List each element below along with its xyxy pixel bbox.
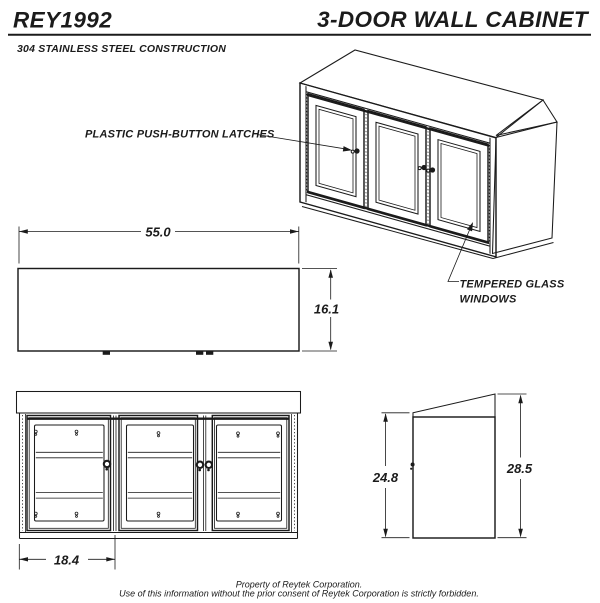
glass-window	[127, 425, 194, 521]
arrowhead-icon	[290, 229, 299, 233]
screw-icon	[75, 430, 78, 435]
top-view-outline	[18, 269, 299, 352]
iso-side-face	[493, 122, 558, 254]
latch-knob-icon	[427, 167, 435, 172]
door-1	[27, 416, 111, 531]
dim-front-height	[372, 413, 410, 538]
shelf-lines	[36, 452, 103, 498]
iso-hinge-hatch	[307, 94, 489, 244]
arrowhead-icon	[106, 557, 115, 561]
front-view	[17, 392, 301, 539]
dim-width-value: 55.0	[145, 224, 171, 240]
door-2	[119, 416, 198, 531]
latches-label: PLASTIC PUSH-BUTTON LATCHES	[85, 128, 275, 141]
iso-glass-window-1	[316, 105, 356, 196]
dim-door-width-value: 18.4	[53, 552, 80, 568]
dim-depth-value: 16.1	[313, 301, 340, 317]
construction-note: 304 STAINLESS STEEL CONSTRUCTION	[17, 43, 227, 55]
leader-line	[257, 135, 350, 150]
callout-latches	[85, 129, 352, 152]
iso-bottom-lip	[302, 207, 554, 259]
latch-knob-icon	[351, 148, 359, 153]
screw-icon	[277, 432, 280, 437]
iso-glass-window-2	[376, 122, 418, 214]
arrowhead-icon	[467, 222, 473, 231]
arrowhead-icon	[328, 269, 333, 278]
dim-back-height-value: 28.5	[506, 461, 533, 476]
mounting-tab	[103, 351, 110, 355]
footer-line1: Property of Reytek Corporation.	[235, 579, 363, 590]
arrowhead-icon	[343, 146, 352, 151]
screw-icon	[237, 512, 240, 517]
door-frame-inner	[215, 418, 287, 529]
door-frame	[27, 416, 111, 531]
iso-glass-inner-1	[319, 109, 353, 193]
dim-front-height-value: 24.8	[372, 470, 399, 485]
door-frame	[212, 416, 289, 531]
dim-back-height	[498, 394, 533, 538]
screw-icon	[277, 512, 280, 517]
screw-icon	[237, 432, 240, 437]
iso-glass-inner-2	[379, 126, 415, 210]
door-3	[212, 416, 289, 531]
screw-icon	[157, 512, 160, 517]
mounting-tab	[196, 351, 203, 355]
side-strip-hatch	[23, 415, 295, 531]
screw-icon	[157, 432, 160, 437]
door-frame	[119, 416, 198, 531]
screw-icon	[34, 430, 37, 435]
latch-knob-icon	[418, 165, 426, 170]
arrowhead-icon	[383, 529, 388, 538]
top-view	[18, 269, 299, 355]
latch-profile-icon	[411, 463, 415, 467]
side-view	[410, 394, 495, 538]
iso-glass-window-3	[438, 140, 480, 232]
arrowhead-icon	[383, 413, 388, 422]
shelf-lines	[128, 452, 192, 498]
mounting-tab	[206, 351, 213, 355]
header	[8, 7, 591, 35]
glass-window	[35, 425, 105, 521]
arrowhead-icon	[328, 342, 333, 351]
iso-glass-inner-3	[441, 143, 477, 227]
glass-label-line2: WINDOWS	[459, 293, 517, 306]
isometric-view	[300, 50, 557, 259]
door-frame-inner	[29, 418, 108, 529]
callout-glass	[448, 222, 565, 306]
arrowhead-icon	[19, 229, 28, 233]
dim-width	[19, 225, 299, 264]
glass-label-line1: TEMPERED GLASS	[459, 278, 565, 291]
top-rail	[17, 392, 301, 414]
arrowhead-icon	[19, 557, 28, 561]
iso-front-face	[300, 83, 496, 257]
dim-door-width	[19, 535, 115, 570]
latch-button-icon	[206, 462, 212, 472]
iso-frame-strips	[306, 86, 490, 254]
glass-window	[217, 425, 282, 521]
model-number: REY1992	[13, 7, 113, 33]
side-view-body	[413, 417, 495, 538]
dim-depth	[302, 269, 339, 352]
screw-icon	[75, 512, 78, 517]
latch-profile-icon	[410, 468, 412, 470]
side-view-slope-top	[413, 394, 495, 417]
arrowhead-icon	[518, 529, 523, 538]
latch-button-icon	[104, 461, 110, 471]
shelf-lines	[218, 452, 280, 498]
arrowhead-icon	[518, 395, 523, 404]
screw-icon	[34, 512, 37, 517]
drawing-title: 3-DOOR WALL CABINET	[317, 7, 588, 32]
footer	[119, 580, 479, 599]
footer-line2: Use of this information without the prior consent of Reytek Corporation is strictly forbidden.	[119, 588, 479, 599]
